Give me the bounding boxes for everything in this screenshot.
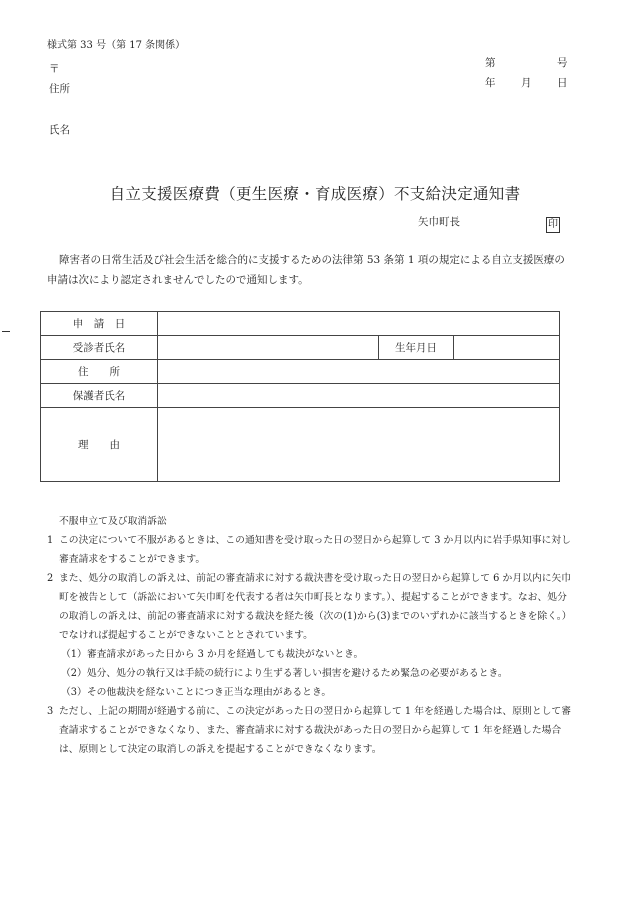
birth-date-label: 生年月日 (379, 336, 454, 360)
table-row (41, 312, 560, 336)
application-date-field[interactable] (158, 312, 560, 336)
table-row (41, 384, 560, 408)
application-date-label: 申 請 日 (41, 312, 158, 336)
form-number: 様式第 33 号（第 17 条関係） (47, 40, 186, 51)
guardian-name-field[interactable] (158, 384, 560, 408)
issuer-name: 矢巾町長 (418, 216, 460, 228)
appeal-notes (47, 512, 575, 759)
address-label: 住所 (49, 83, 70, 95)
birth-date-field[interactable] (454, 336, 560, 360)
sub-item: （2）処分、処分の執行又は手続の続行により生ずる著しい損害を避けるため緊急の必要があるとき。 (61, 668, 508, 679)
item-number: 2 (47, 573, 54, 584)
table-row (41, 336, 560, 360)
date-year-label: 年 (485, 77, 496, 89)
reason-label: 理 由 (41, 408, 158, 482)
seal-mark: 印 (546, 217, 560, 233)
table-row (41, 408, 560, 482)
item-text: この決定について不服があるときは、この通知書を受け取った日の翌日から起算して 3 か月以内に岩手県知事に対し審査請求をすることができます。 (59, 535, 571, 565)
patient-name-field[interactable] (158, 336, 379, 360)
name-label: 氏名 (49, 124, 70, 136)
sub-item: （3）その他裁決を経ないことにつき正当な理由があるとき。 (61, 687, 332, 698)
address-row-label: 住 所 (41, 360, 158, 384)
list-item (47, 569, 575, 645)
margin-tick (2, 331, 10, 332)
table-row (41, 360, 560, 384)
notes-heading: 不服申立て及び取消訴訟 (59, 516, 167, 527)
sub-item: （1）審査請求があった日から 3 か月を経過しても裁決がないとき。 (61, 649, 364, 660)
reason-field[interactable] (158, 408, 560, 482)
item-text: また、処分の取消しの訴えは、前記の審査請求に対する裁決書を受け取った日の翌日から起算して 6 か月以内に矢巾町を被告として（訴訟において矢巾町を代表する者は矢巾町長となります。）、提起することができます。なお、処分の取消しの訴えは、前記の審査請求に対する裁決を経た後（次の(1)から(3)までのいずれかに該当するときを除く。）でなければ提起することができないこととされています。 (59, 573, 572, 641)
official-seal (546, 212, 560, 233)
address-field[interactable] (158, 360, 560, 384)
date-day-label: 日 (557, 77, 568, 89)
intro-paragraph: 障害者の日常生活及び社会生活を総合的に支援するための法律第 53 条第 1 項の規定による自立支援医療の申請は次により認定されませんでしたので通知します。 (47, 254, 565, 286)
document-number-prefix: 第 (485, 57, 496, 69)
guardian-name-label: 保護者氏名 (41, 384, 158, 408)
date-month-label: 月 (521, 77, 532, 89)
item-text: ただし、上記の期間が経過する前に、この決定があった日の翌日から起算して 1 年を経過した場合は、原則として審査請求することができなくなり、また、審査請求に対する裁決があった日の翌日から起算して 1 年を経過した場合は、原則として決定の取消しの訴えを提起することができなくなります。 (59, 706, 572, 755)
item-number: 1 (47, 535, 54, 546)
patient-name-label: 受診者氏名 (41, 336, 158, 360)
list-item (47, 531, 575, 569)
document-number-suffix: 号 (557, 57, 568, 69)
list-item (47, 702, 575, 759)
item-number: 3 (47, 706, 54, 717)
document-title: 自立支援医療費（更生医療・育成医療）不支給決定通知書 (109, 185, 521, 203)
decision-form-table (40, 311, 560, 482)
postal-mark: 〒 (49, 63, 60, 75)
